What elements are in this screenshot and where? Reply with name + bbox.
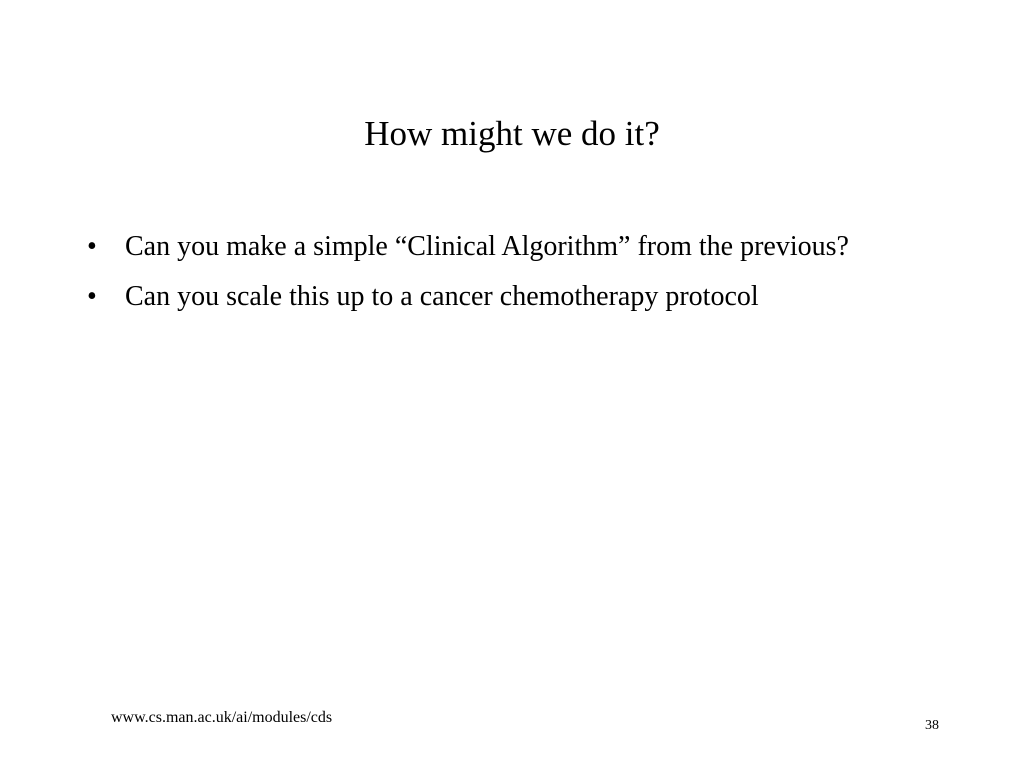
bullet-item — [84, 278, 914, 315]
bullet-list — [84, 228, 914, 328]
bullet-marker: • — [87, 231, 97, 262]
page-number: 38 — [925, 718, 939, 733]
bullet-marker: • — [87, 281, 97, 312]
footer-url: www.cs.man.ac.uk/ai/modules/cds — [111, 709, 333, 726]
slide-title: How might we do it? — [364, 114, 660, 153]
bullet-text: Can you make a simple “Clinical Algorithm” from the previous? — [125, 231, 849, 262]
bullet-text: Can you scale this up to a cancer chemotherapy protocol — [125, 281, 759, 312]
bullet-item — [84, 228, 914, 265]
